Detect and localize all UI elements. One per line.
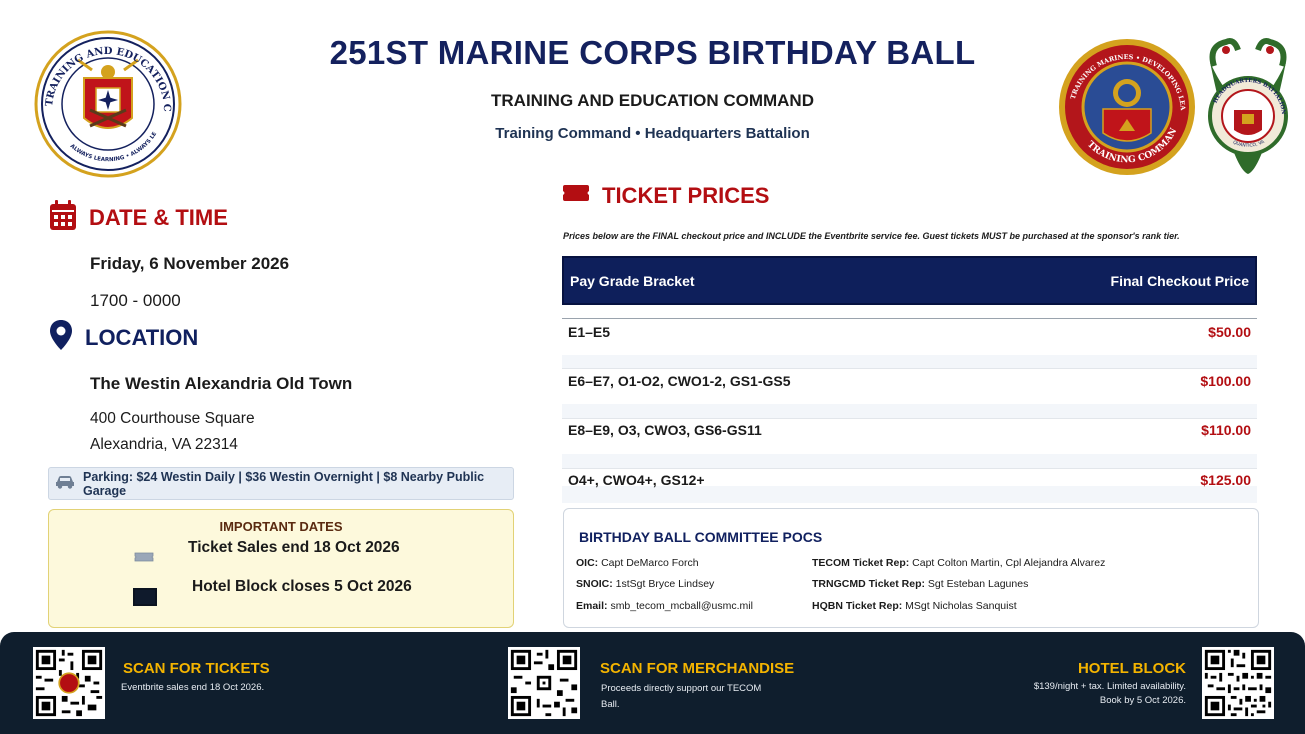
venue-name: The Westin Alexandria Old Town xyxy=(90,374,353,393)
table-row xyxy=(562,318,1257,354)
svg-text:TRAINING COMMAND: TRAINING COMMAN xyxy=(1084,126,1180,166)
ticket-table-header xyxy=(562,256,1257,305)
svg-text:QUANTICO, VA: QUANTICO, VA xyxy=(1231,139,1266,149)
event-date: Friday, 6 November 2026 xyxy=(90,254,290,273)
scan-merch-sub-line1: Proceeds directly support our TECOM xyxy=(601,683,762,694)
scan-merch-heading: SCAN FOR MERCHANDISE xyxy=(600,660,795,677)
table-row xyxy=(562,416,1257,452)
hotel-block-date: Hotel Block closes 5 Oct 2026 xyxy=(192,578,412,595)
poc-entry: HQBN Ticket Rep: MSgt Nicholas Sanquist xyxy=(812,600,1017,612)
important-dates-heading: IMPORTANT DATES xyxy=(219,519,343,534)
svg-text:TRAINING AND EDUCATION COMMAND: TRAINING AND EDUCATION C xyxy=(44,45,173,112)
tickets-qr-code[interactable] xyxy=(33,647,105,724)
poc-entry: OIC: Capt DeMarco Forch xyxy=(576,557,699,569)
svg-text:TRAINING MARINES • DEVELOPING: TRAINING MARINES • DEVELOPING LEA xyxy=(1068,52,1187,111)
svg-text:HEADQUARTERS BATTALION: HEADQUARTERS BATTALION xyxy=(1212,77,1287,115)
pay-grade-cell: E8–E9, O3, CWO3, GS6-GS11 xyxy=(568,422,762,438)
qr-code-icon xyxy=(508,647,580,719)
pocs-heading: BIRTHDAY BALL COMMITTEE POCS xyxy=(579,529,823,545)
page-tagline: Training Command • Headquarters Battalion xyxy=(495,125,810,142)
table-row xyxy=(562,367,1257,403)
column-header-pay-grade: Pay Grade Bracket xyxy=(570,272,695,289)
map-pin-icon xyxy=(49,319,73,357)
ticket-prices-heading-label: TICKET PRICES xyxy=(602,183,770,208)
training-command-seal-lettering xyxy=(1057,37,1197,177)
scan-tickets-heading: SCAN FOR TICKETS xyxy=(123,660,270,677)
poc-entry: SNOIC: 1stSgt Bryce Lindsey xyxy=(576,578,715,590)
venue-address-line1: 400 Courthouse Square xyxy=(90,410,255,427)
hotel-block-sub-line1: $139/night + tax. Limited availability. xyxy=(1033,681,1186,692)
ticket-icon xyxy=(562,183,590,209)
hq-battalion-seal-lettering xyxy=(1204,36,1292,178)
committee-pocs-box xyxy=(563,508,1259,628)
table-row xyxy=(562,466,1257,502)
calendar-icon xyxy=(49,199,77,237)
parking-text: Parking: $24 Westin Daily | $36 Westin Overnight | $8 Nearby Public Garage xyxy=(83,469,485,498)
date-time-heading-label: DATE & TIME xyxy=(89,205,228,230)
poc-email[interactable]: Email: smb_tecom_mcball@usmc.mil xyxy=(576,600,753,612)
date-time-heading xyxy=(49,199,228,237)
column-header-price: Final Checkout Price xyxy=(1110,272,1249,289)
qr-code-icon xyxy=(33,647,105,719)
price-cell: $100.00 xyxy=(1200,373,1251,389)
hotel-qr-code[interactable] xyxy=(1202,647,1274,724)
price-cell: $110.00 xyxy=(1201,422,1251,438)
location-heading-label: LOCATION xyxy=(85,325,199,350)
hotel-icon xyxy=(133,588,157,611)
event-time: 1700 - 0000 xyxy=(90,291,181,310)
ticket-sales-date: Ticket Sales end 18 Oct 2026 xyxy=(188,539,400,556)
ticket-icon xyxy=(134,550,154,569)
location-heading xyxy=(49,319,198,357)
svg-text:ALWAYS LEARNING • ALWAYS LEADI: ALWAYS LEARNING • ALWAYS LE xyxy=(68,131,159,164)
ticket-prices-heading xyxy=(562,183,769,209)
important-dates-box xyxy=(48,509,514,628)
hotel-block-sub-line2: Book by 5 Oct 2026. xyxy=(1099,695,1186,706)
venue-address-line2: Alexandria, VA 22314 xyxy=(90,436,238,453)
ticket-price-note: Prices below are the FINAL checkout price and INCLUDE the Eventbrite service fee. Guest tickets MUST be purchased at the sponsor's rank tier. xyxy=(563,231,1180,241)
hotel-block-heading: HOTEL BLOCK xyxy=(1077,660,1186,677)
page-title: 251ST MARINE CORPS BIRTHDAY BALL xyxy=(329,34,976,71)
scan-tickets-sub: Eventbrite sales end 18 Oct 2026. xyxy=(121,682,265,693)
pay-grade-cell: E1–E5 xyxy=(568,324,611,340)
poc-entry: TECOM Ticket Rep: Capt Colton Martin, Cpl Alejandra Alvarez xyxy=(812,557,1106,569)
price-cell: $125.00 xyxy=(1200,472,1251,488)
parking-info xyxy=(48,467,514,500)
scan-merch-sub-line2: Ball. xyxy=(601,699,620,710)
tecom-seal-lettering xyxy=(34,30,182,178)
merch-qr-code[interactable] xyxy=(508,647,580,724)
poc-entry: TRNGCMD Ticket Rep: Sgt Esteban Lagunes xyxy=(812,578,1029,590)
price-cell: $50.00 xyxy=(1208,324,1251,340)
footer-bar xyxy=(0,632,1305,734)
page-subtitle: TRAINING AND EDUCATION COMMAND xyxy=(491,91,814,110)
qr-code-icon xyxy=(1202,647,1274,719)
pay-grade-cell: O4+, CWO4+, GS12+ xyxy=(568,472,705,488)
car-icon xyxy=(55,475,75,492)
pay-grade-cell: E6–E7, O1-O2, CWO1-2, GS1-GS5 xyxy=(568,373,791,389)
